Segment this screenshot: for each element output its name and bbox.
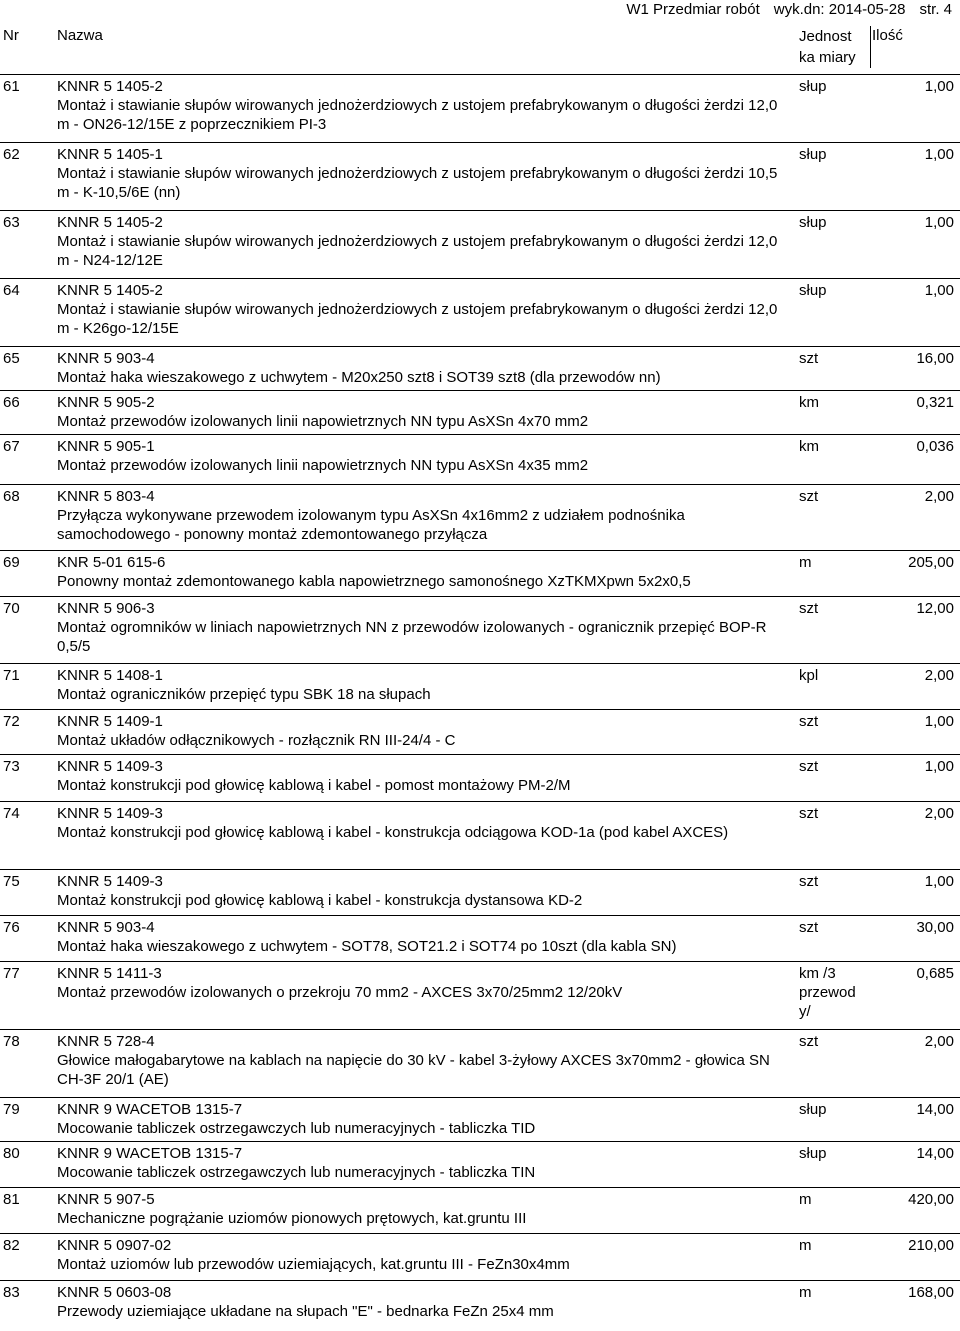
row-number: 72 xyxy=(3,713,20,730)
unit-of-measure: km xyxy=(799,438,819,455)
row-number: 73 xyxy=(3,758,20,775)
quantity: 205,00 xyxy=(908,554,954,571)
table-row xyxy=(0,869,960,916)
norm-code: KNNR 5 1405-2 xyxy=(57,214,163,231)
norm-code: KNNR 5 1405-2 xyxy=(57,78,163,95)
item-description: Montaż haka wieszakowego z uchwytem - SOT78, SOT21.2 i SOT74 po 10szt (dla kabla SN) xyxy=(57,938,677,955)
row-number: 66 xyxy=(3,394,20,411)
row-number: 77 xyxy=(3,965,20,982)
norm-code: KNNR 5 0603-08 xyxy=(57,1284,172,1301)
header-line xyxy=(612,0,952,19)
unit-of-measure: szt xyxy=(799,488,819,505)
item-description: Przyłącza wykonywane przewodem izolowanym typu AsXSn 4x16mm2 z udziałem podnośnika samochodowego - ponowny montaż zdemontowanego przyłącza xyxy=(57,507,685,543)
norm-code: KNR 5-01 615-6 xyxy=(57,554,166,571)
row-number: 81 xyxy=(3,1191,20,1208)
quantity: 0,036 xyxy=(916,438,954,455)
quantity: 1,00 xyxy=(924,214,954,231)
item-description: Montaż przewodów izolowanych linii napowietrznych NN typu AsXSn 4x35 mm2 xyxy=(57,457,589,474)
quantity: 420,00 xyxy=(908,1191,954,1208)
row-number: 71 xyxy=(3,667,20,684)
item-description: Montaż przewodów izolowanych linii napowietrznych NN typu AsXSn 4x70 mm2 xyxy=(57,413,589,430)
table-row xyxy=(0,484,960,551)
quantity: 0,685 xyxy=(916,965,954,982)
norm-code: KNNR 5 1409-3 xyxy=(57,805,163,822)
row-number: 75 xyxy=(3,873,20,890)
unit-of-measure: szt xyxy=(799,919,819,936)
norm-code: KNNR 5 1411-3 xyxy=(57,965,162,982)
item-description: Montaż i stawianie słupów wirowanych jednożerdziowych z ustojem prefabrykowanym o długości żerdzi 12,0 m - K26go-12/15E xyxy=(57,301,778,337)
table-row xyxy=(0,1280,960,1331)
quantity: 1,00 xyxy=(924,873,954,890)
norm-code: KNNR 5 907-5 xyxy=(57,1191,155,1208)
row-number: 68 xyxy=(3,488,20,505)
row-number: 63 xyxy=(3,214,20,231)
norm-code: KNNR 5 728-4 xyxy=(57,1033,155,1050)
table-row xyxy=(0,74,960,143)
norm-code: KNNR 5 1405-1 xyxy=(57,146,163,163)
row-number: 65 xyxy=(3,350,20,367)
table-row xyxy=(0,550,960,597)
column-header-nr: Nr xyxy=(3,27,19,44)
column-header-qty: Ilość xyxy=(872,27,903,44)
unit-of-measure: słup xyxy=(799,214,827,231)
unit-of-measure: słup xyxy=(799,282,827,299)
quantity: 2,00 xyxy=(924,667,954,684)
quantity: 210,00 xyxy=(908,1237,954,1254)
row-number: 76 xyxy=(3,919,20,936)
column-header-name: Nazwa xyxy=(57,27,103,44)
document-date: wyk.dn: 2014-05-28 xyxy=(773,1,906,18)
table-row xyxy=(0,434,960,485)
row-number: 61 xyxy=(3,78,20,95)
item-description: Mocowanie tabliczek ostrzegawczych lub numeracyjnych - tabliczka TID xyxy=(57,1120,536,1137)
quantity: 1,00 xyxy=(924,758,954,775)
quantity: 30,00 xyxy=(916,919,954,936)
unit-of-measure: szt xyxy=(799,758,819,775)
quantity: 16,00 xyxy=(916,350,954,367)
table-row xyxy=(0,1029,960,1098)
quantity: 14,00 xyxy=(916,1145,954,1162)
unit-of-measure: szt xyxy=(799,1033,819,1050)
table-row xyxy=(0,1187,960,1234)
item-description: Montaż konstrukcji pod głowicę kablową i kabel - konstrukcja odciągowa KOD-1a (pod kabel AXCES) xyxy=(57,824,729,841)
item-description: Montaż ogromników w liniach napowietrznych NN z przewodów izolowanych - ogranicznik przepięć BOP-R 0,5/5 xyxy=(57,619,767,655)
table-row xyxy=(0,278,960,347)
row-number: 64 xyxy=(3,282,20,299)
document-title: W1 Przedmiar robót xyxy=(626,1,760,18)
unit-of-measure: szt xyxy=(799,873,819,890)
unit-of-measure: słup xyxy=(799,1145,827,1162)
row-number: 69 xyxy=(3,554,20,571)
item-description: Montaż konstrukcji pod głowicę kablową i kabel - pomost montażowy PM-2/M xyxy=(57,777,571,794)
item-description: Przewody uziemiające układane na słupach "E" - bednarka FeZn 25x4 mm xyxy=(57,1303,554,1320)
norm-code: KNNR 5 1409-3 xyxy=(57,873,163,890)
item-description: Montaż konstrukcji pod głowicę kablową i kabel - konstrukcja dystansowa KD-2 xyxy=(57,892,583,909)
row-number: 78 xyxy=(3,1033,20,1050)
row-number: 74 xyxy=(3,805,20,822)
item-description: Mocowanie tabliczek ostrzegawczych lub numeracyjnych - tabliczka TIN xyxy=(57,1164,536,1181)
row-number: 79 xyxy=(3,1101,20,1118)
table-row xyxy=(0,801,960,870)
row-number: 80 xyxy=(3,1145,20,1162)
norm-code: KNNR 9 WACETOB 1315-7 xyxy=(57,1101,243,1118)
quantity: 2,00 xyxy=(924,488,954,505)
quantity: 1,00 xyxy=(924,282,954,299)
norm-code: KNNR 5 903-4 xyxy=(57,350,155,367)
norm-code: KNNR 5 905-2 xyxy=(57,394,155,411)
column-header-unit: Jednost ka miary xyxy=(799,26,871,68)
unit-of-measure: szt xyxy=(799,600,819,617)
page-header xyxy=(0,0,960,72)
page-number: str. 4 xyxy=(919,1,952,18)
quantity: 14,00 xyxy=(916,1101,954,1118)
unit-of-measure: szt xyxy=(799,713,819,730)
unit-of-measure: km /3 przewod y/ xyxy=(799,965,856,1020)
item-description: Montaż haka wieszakowego z uchwytem - M20x250 szt8 i SOT39 szt8 (dla przewodów nn) xyxy=(57,369,661,386)
norm-code: KNNR 5 0907-02 xyxy=(57,1237,172,1254)
norm-code: KNNR 5 903-4 xyxy=(57,919,155,936)
unit-of-measure: m xyxy=(799,1191,812,1208)
table-row xyxy=(0,1141,960,1188)
unit-of-measure: szt xyxy=(799,350,819,367)
quantity: 168,00 xyxy=(908,1284,954,1301)
unit-of-measure: słup xyxy=(799,78,827,95)
quantity: 0,321 xyxy=(916,394,954,411)
unit-of-measure: m xyxy=(799,1237,812,1254)
norm-code: KNNR 5 1408-1 xyxy=(57,667,163,684)
unit-of-measure: m xyxy=(799,554,812,571)
norm-code: KNNR 5 906-3 xyxy=(57,600,155,617)
row-number: 67 xyxy=(3,438,20,455)
item-description: Montaż przewodów izolowanych o przekroju 70 mm2 - AXCES 3x70/25mm2 12/20kV xyxy=(57,984,623,1001)
table-row xyxy=(0,709,960,755)
quantity: 12,00 xyxy=(916,600,954,617)
quantity: 1,00 xyxy=(924,78,954,95)
row-number: 62 xyxy=(3,146,20,163)
norm-code: KNNR 5 1409-3 xyxy=(57,758,163,775)
item-description: Ponowny montaż zdemontowanego kabla napowietrznego samonośnego XzTKMXpwn 5x2x0,5 xyxy=(57,573,691,590)
norm-code: KNNR 5 1405-2 xyxy=(57,282,163,299)
table-row xyxy=(0,210,960,279)
table-row xyxy=(0,663,960,710)
row-number: 83 xyxy=(3,1284,20,1301)
row-number: 70 xyxy=(3,600,20,617)
unit-of-measure: słup xyxy=(799,1101,827,1118)
table-row xyxy=(0,1097,960,1142)
item-description: Montaż uziomów lub przewodów uziemiających, kat.gruntu III - FeZn30x4mm xyxy=(57,1256,570,1273)
table-row xyxy=(0,596,960,664)
item-description: Montaż układów odłącznikowych - rozłącznik RN III-24/4 - C xyxy=(57,732,456,749)
unit-of-measure: km xyxy=(799,394,819,411)
table-row xyxy=(0,961,960,1030)
table-row xyxy=(0,346,960,391)
quantity: 2,00 xyxy=(924,1033,954,1050)
quantity: 1,00 xyxy=(924,713,954,730)
table-row xyxy=(0,754,960,802)
unit-of-measure: słup xyxy=(799,146,827,163)
quantity: 2,00 xyxy=(924,805,954,822)
table-row xyxy=(0,390,960,435)
table-row xyxy=(0,1233,960,1281)
unit-of-measure: szt xyxy=(799,805,819,822)
norm-code: KNNR 5 803-4 xyxy=(57,488,155,505)
norm-code: KNNR 9 WACETOB 1315-7 xyxy=(57,1145,243,1162)
item-description: Montaż i stawianie słupów wirowanych jednożerdziowych z ustojem prefabrykowanym o długości żerdzi 12,0 m - N24-12/12E xyxy=(57,233,778,269)
unit-of-measure: kpl xyxy=(799,667,819,684)
item-description: Głowice małogabarytowe na kablach na napięcie do 30 kV - kabel 3-żyłowy AXCES 3x70mm2 - głowica SN CH-3F 20/1 (AE) xyxy=(57,1052,770,1088)
unit-of-measure: m xyxy=(799,1284,812,1301)
item-description: Montaż i stawianie słupów wirowanych jednożerdziowych z ustojem prefabrykowanym o długości żerdzi 10,5 m - K-10,5/6E (nn) xyxy=(57,165,778,201)
table-row xyxy=(0,915,960,962)
norm-code: KNNR 5 905-1 xyxy=(57,438,155,455)
item-description: Mechaniczne pogrążanie uziomów pionowych prętowych, kat.gruntu III xyxy=(57,1210,527,1227)
quantity: 1,00 xyxy=(924,146,954,163)
table-row xyxy=(0,142,960,211)
item-description: Montaż i stawianie słupów wirowanych jednożerdziowych z ustojem prefabrykowanym o długości żerdzi 12,0 m - ON26-12/15E z poprzecznikiem PI-3 xyxy=(57,97,778,133)
item-description: Montaż ograniczników przepięć typu SBK 18 na słupach xyxy=(57,686,431,703)
norm-code: KNNR 5 1409-1 xyxy=(57,713,163,730)
row-number: 82 xyxy=(3,1237,20,1254)
